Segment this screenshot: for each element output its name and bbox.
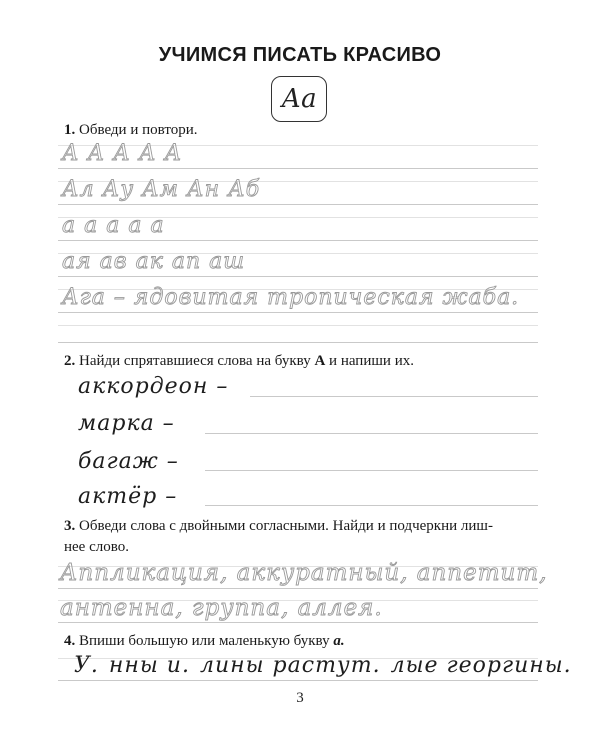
trace-row-5: Ага – ядовитая тропическая жаба. (62, 285, 520, 310)
task-2-number: 2. (64, 353, 76, 369)
ruling-line (58, 312, 538, 313)
hidden-word-1: аккордеон – (78, 374, 229, 399)
sentence-part-2: нны и (108, 653, 182, 678)
task-4-letter: а. (333, 633, 345, 649)
page-number: 3 (296, 690, 304, 706)
answer-line (250, 396, 538, 397)
task-2-text-after: и напиши их. (329, 353, 414, 369)
task-4-text-before: Впиши большую или маленькую букву (79, 633, 330, 649)
task-1-instruction (64, 122, 197, 139)
ruling-line (58, 342, 538, 343)
ruling-line (58, 276, 538, 277)
task-2-text-before: Найди спрятавшиеся слова на букву (79, 353, 311, 369)
fill-in-sentence (74, 653, 572, 678)
letter-blank[interactable]: . (372, 653, 381, 678)
trace-words-row-1: Аппликация, аккуратный, аппетит, (60, 560, 548, 586)
task-3-instruction-cont: нее слово. (64, 539, 129, 555)
trace-row-3: а а а а а (62, 213, 165, 238)
hidden-word-4: актёр – (78, 484, 178, 509)
answer-line (205, 470, 538, 471)
ruling-line (58, 588, 538, 589)
hidden-word-2: марка – (78, 411, 175, 436)
ruling-line (58, 680, 538, 681)
task-1-text: Обведи и повтори. (79, 122, 198, 138)
task-3-instruction (64, 518, 493, 535)
task-1-number: 1. (64, 122, 76, 138)
answer-line (205, 433, 538, 434)
ruling-line (58, 204, 538, 205)
task-2-letter: А (314, 353, 326, 369)
ruling-line (58, 168, 538, 169)
task-4-instruction (64, 633, 345, 650)
sentence-part-4: лые георгины. (390, 653, 572, 678)
trace-row-4: ая ав ак ап аш (62, 249, 246, 274)
task-3-text-line-1: Обведи слова с двойными согласными. Найди и подчеркни лиш- (79, 518, 493, 534)
ruling-line (58, 240, 538, 241)
sentence-part-3: лины растут (199, 653, 373, 678)
ruling-line (58, 622, 538, 623)
hidden-word-3: багаж – (78, 449, 179, 474)
ruling-line (58, 325, 538, 326)
letter-badge: Аа (271, 76, 327, 122)
trace-row-1: А А А А А (62, 141, 183, 166)
trace-words-row-2: антенна, группа, аллея. (60, 595, 383, 621)
page-title: УЧИМСЯ ПИСАТЬ КРАСИВО (158, 44, 442, 66)
sentence-part-1: У (74, 653, 91, 678)
task-4-number: 4. (64, 633, 76, 649)
answer-line (205, 505, 538, 506)
letter-blank[interactable]: . (181, 653, 190, 678)
task-3-number: 3. (64, 518, 76, 534)
letter-blank[interactable]: . (90, 653, 99, 678)
task-2-instruction (64, 353, 414, 370)
trace-row-2: Ал Ау Ам Ан Аб (62, 177, 261, 202)
